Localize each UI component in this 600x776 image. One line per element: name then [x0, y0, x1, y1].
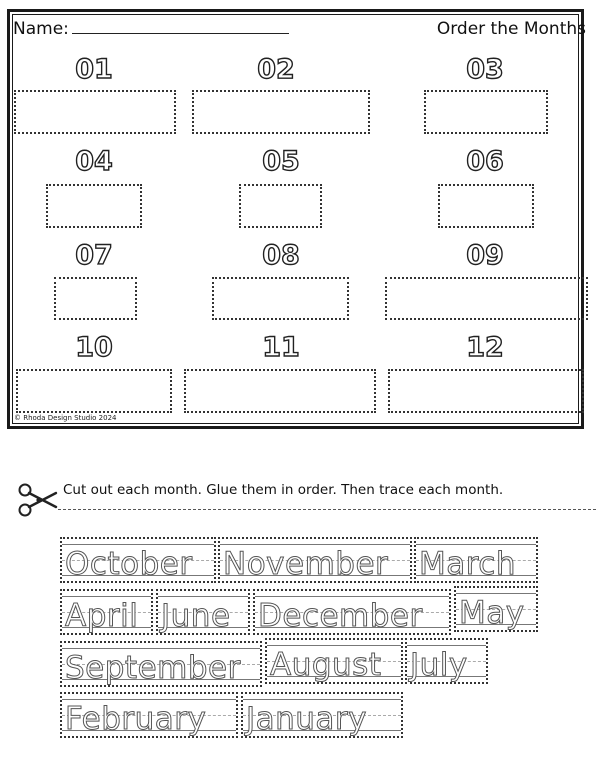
month-word: April — [65, 598, 139, 634]
slot-06[interactable] — [438, 184, 534, 228]
instructions: Cut out each month. Glue them in order. Then trace each month. — [63, 482, 504, 498]
month-card-april[interactable] — [60, 589, 153, 635]
month-card-january[interactable] — [241, 692, 403, 738]
month-word: February — [65, 701, 207, 737]
slot-03[interactable] — [424, 90, 548, 134]
slot-04[interactable] — [46, 184, 142, 228]
number-12: 12 — [466, 332, 504, 363]
month-card-november[interactable] — [218, 537, 412, 583]
number-03: 03 — [466, 54, 504, 85]
month-card-december[interactable] — [253, 589, 451, 635]
month-word: June — [161, 598, 231, 634]
slot-11[interactable] — [184, 369, 376, 413]
cut-line — [58, 509, 596, 510]
number-09: 09 — [466, 240, 504, 271]
month-word: October — [65, 546, 193, 582]
name-label: Name: — [13, 19, 69, 39]
month-card-may[interactable] — [454, 586, 538, 632]
number-11: 11 — [262, 332, 300, 363]
month-word: August — [270, 647, 382, 683]
worksheet-title: Order the Months — [436, 19, 586, 39]
number-08: 08 — [262, 240, 300, 271]
slot-10[interactable] — [16, 369, 172, 413]
number-02: 02 — [257, 54, 295, 85]
number-07: 07 — [75, 240, 113, 271]
month-word: November — [223, 546, 389, 582]
month-card-july[interactable] — [405, 638, 488, 684]
month-word: January — [246, 701, 368, 737]
number-06: 06 — [466, 146, 504, 177]
copyright-credit: © Rhoda Design Studio 2024 — [14, 414, 117, 422]
month-card-june[interactable] — [156, 589, 250, 635]
slot-01[interactable] — [14, 90, 176, 134]
slot-08[interactable] — [212, 277, 349, 320]
slot-12[interactable] — [388, 369, 584, 413]
slot-09[interactable] — [385, 277, 588, 320]
month-card-august[interactable] — [265, 638, 403, 684]
number-05: 05 — [262, 146, 300, 177]
scissors-icon — [16, 482, 60, 518]
month-word: May — [459, 595, 525, 631]
month-card-october[interactable] — [60, 537, 216, 583]
number-01: 01 — [75, 54, 113, 85]
slot-05[interactable] — [239, 184, 322, 228]
number-10: 10 — [75, 332, 113, 363]
month-word: March — [419, 546, 516, 582]
month-card-september[interactable] — [60, 641, 262, 687]
slot-07[interactable] — [54, 277, 137, 320]
slot-02[interactable] — [192, 90, 370, 134]
month-word: September — [65, 650, 241, 686]
month-word: December — [258, 598, 423, 634]
name-line — [72, 33, 289, 34]
month-word: July — [410, 647, 468, 683]
number-04: 04 — [75, 146, 113, 177]
month-card-march[interactable] — [414, 537, 538, 583]
month-card-february[interactable] — [60, 692, 238, 738]
